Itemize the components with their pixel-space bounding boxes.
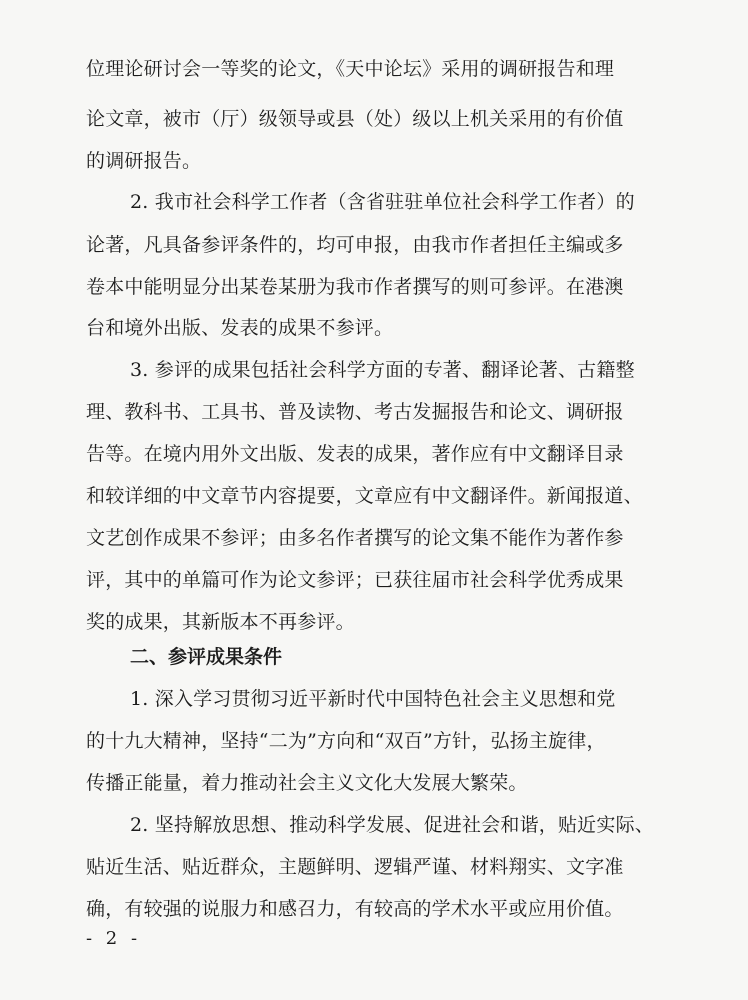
- paragraph-line: 论著，凡具备参评条件的，均可申报，由我市作者担任主编或多: [86, 234, 624, 256]
- paragraph-line: 台和境外出版、发表的成果不参评。: [86, 317, 394, 339]
- paragraph-line: 评，其中的单篇可作为论文参评；已获往届市社会科学优秀成果: [86, 569, 624, 591]
- paragraph-line: 文艺创作成果不参评；由多名作者撰写的论文集不能作为著作参: [86, 527, 624, 549]
- paragraph-line: 卷本中能明显分出某卷某册为我市作者撰写的则可参评。在港澳: [86, 276, 624, 298]
- paragraph-line: 和较详细的中文章节内容提要，文章应有中文翻译件。新闻报道、: [86, 485, 643, 507]
- paragraph-line: 的十九大精神，坚持“二为”方向和“双百”方针，弘扬主旋律，: [86, 730, 606, 752]
- paragraph-line: 位理论研讨会一等奖的论文，《天中论坛》采用的调研报告和理: [86, 58, 615, 80]
- paragraph-line: 告等。在境内用外文出版、发表的成果，著作应有中文翻译目录: [86, 443, 624, 465]
- paragraph-line: 3. 参评的成果包括社会科学方面的专著、翻译论著、古籍整: [130, 359, 635, 381]
- paragraph-line: 确，有较强的说服力和感召力，有较高的学术水平或应用价值。: [86, 898, 624, 920]
- page-number: - 2 -: [86, 928, 142, 949]
- section-heading: 二、参评成果条件: [130, 646, 283, 668]
- paragraph-line: 贴近生活、贴近群众，主题鲜明、逻辑严谨、材料翔实、文字准: [86, 856, 624, 878]
- paragraph-line: 1. 深入学习贯彻习近平新时代中国特色社会主义思想和党: [130, 688, 616, 710]
- paragraph-line: 的调研报告。: [86, 150, 202, 172]
- paragraph-line: 论文章，被市（厅）级领导或县（处）级以上机关采用的有价值: [86, 108, 624, 130]
- paragraph-line: 2. 坚持解放思想、推动科学发展、促进社会和谐，贴近实际、: [130, 814, 654, 836]
- paragraph-line: 传播正能量，着力推动社会主义文化大发展大繁荣。: [86, 772, 528, 794]
- paragraph-line: 2. 我市社会科学工作者（含省驻驻单位社会科学工作者）的: [130, 191, 635, 213]
- paragraph-line: 理、教科书、工具书、普及读物、考古发掘报告和论文、调研报: [86, 401, 624, 423]
- paragraph-line: 奖的成果，其新版本不再参评。: [86, 611, 355, 633]
